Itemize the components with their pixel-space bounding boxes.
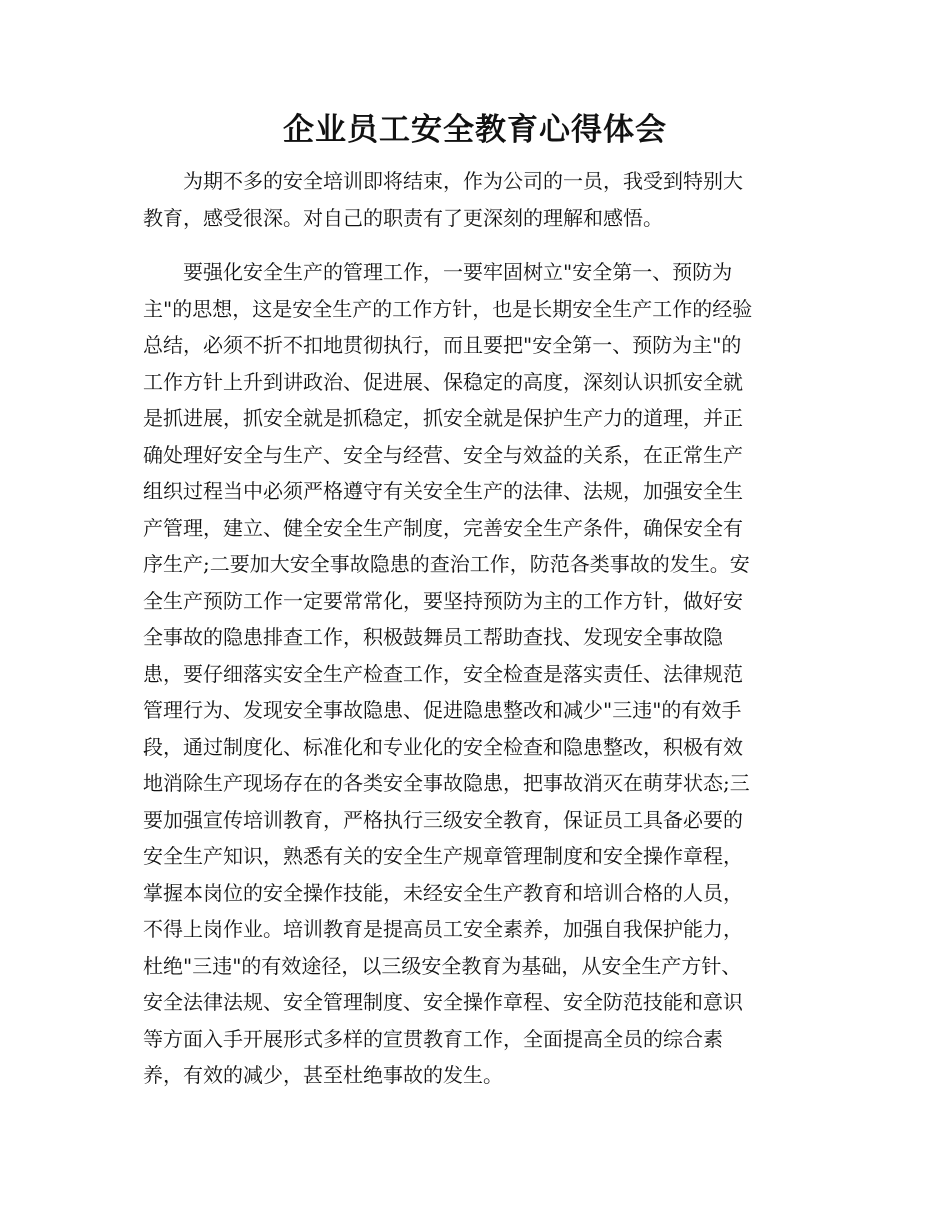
paragraph-body bbox=[143, 254, 823, 1094]
text-line: 总结，必须不折不扣地贯彻执行，而且要把"安全第一、预防为主"的 bbox=[143, 333, 742, 357]
text-line: 段，通过制度化、标准化和专业化的安全检查和隐患整改，积极有效 bbox=[143, 734, 743, 759]
document-title: 企业员工安全教育心得体会 bbox=[283, 112, 667, 148]
text-line: 等方面入手开展形式多样的宣贯教育工作，全面提高全员的综合素 bbox=[143, 1026, 723, 1051]
text-line: 患，要仔细落实安全生产检查工作，安全检查是落实责任、法律规范 bbox=[143, 661, 743, 686]
text-line: 主"的思想，这是安全生产的工作方针，也是长期安全生产工作的经验 bbox=[143, 296, 753, 321]
text-line: 教育，感受很深。对自己的职责有了更深刻的理解和感悟。 bbox=[143, 205, 663, 230]
text-line: 是抓进展，抓安全就是抓稳定，抓安全就是保护生产力的道理，并正 bbox=[143, 406, 743, 430]
text-line: 产管理，建立、健全安全生产制度，完善安全生产条件，确保安全有 bbox=[143, 515, 743, 540]
text-line: 要加强宣传培训教育，严格执行三级安全教育，保证员工具备必要的 bbox=[143, 807, 743, 832]
text-line: 全事故的隐患排查工作，积极鼓舞员工帮助查找、发现安全事故隐 bbox=[143, 625, 723, 649]
text-line: 确处理好安全与生产、安全与经营、安全与效益的关系，在正常生产 bbox=[143, 442, 743, 467]
text-line: 地消除生产现场存在的各类安全事故隐患，把事故消灭在萌芽状态;三 bbox=[143, 771, 750, 795]
text-line: 不得上岗作业。培训教育是提高员工安全素养，加强自我保护能力， bbox=[143, 917, 743, 941]
text-line: 组织过程当中必须严格遵守有关安全生产的法律、法规，加强安全生 bbox=[143, 479, 743, 503]
paragraph-intro bbox=[143, 163, 823, 236]
text-line: 安全法律法规、安全管理制度、安全操作章程、安全防范技能和意识 bbox=[143, 990, 743, 1014]
text-line: 全生产预防工作一定要常常化，要坚持预防为主的工作方针，做好安 bbox=[143, 588, 743, 613]
text-line: 杜绝"三违"的有效途径，以三级安全教育为基础，从安全生产方针、 bbox=[143, 953, 742, 978]
text-line: 为期不多的安全培训即将结束，作为公司的一员，我受到特别大 bbox=[183, 169, 743, 193]
text-line: 管理行为、发现安全事故隐患、促进隐患整改和减少"三违"的有效手 bbox=[143, 698, 742, 722]
text-line: 要强化安全生产的管理工作，一要牢固树立"安全第一、预防为 bbox=[183, 260, 733, 284]
text-line: 序生产;二要加大安全事故隐患的查治工作，防范各类事故的发生。安 bbox=[143, 552, 750, 576]
text-line: 掌握本岗位的安全操作技能，未经安全生产教育和培训合格的人员， bbox=[143, 880, 743, 905]
text-line: 安全生产知识，熟悉有关的安全生产规章管理制度和安全操作章程， bbox=[143, 844, 743, 868]
text-line: 养，有效的减少，甚至杜绝事故的发生。 bbox=[143, 1063, 503, 1087]
text-line: 工作方针上升到讲政治、促进展、保稳定的高度，深刻认识抓安全就 bbox=[143, 369, 743, 394]
